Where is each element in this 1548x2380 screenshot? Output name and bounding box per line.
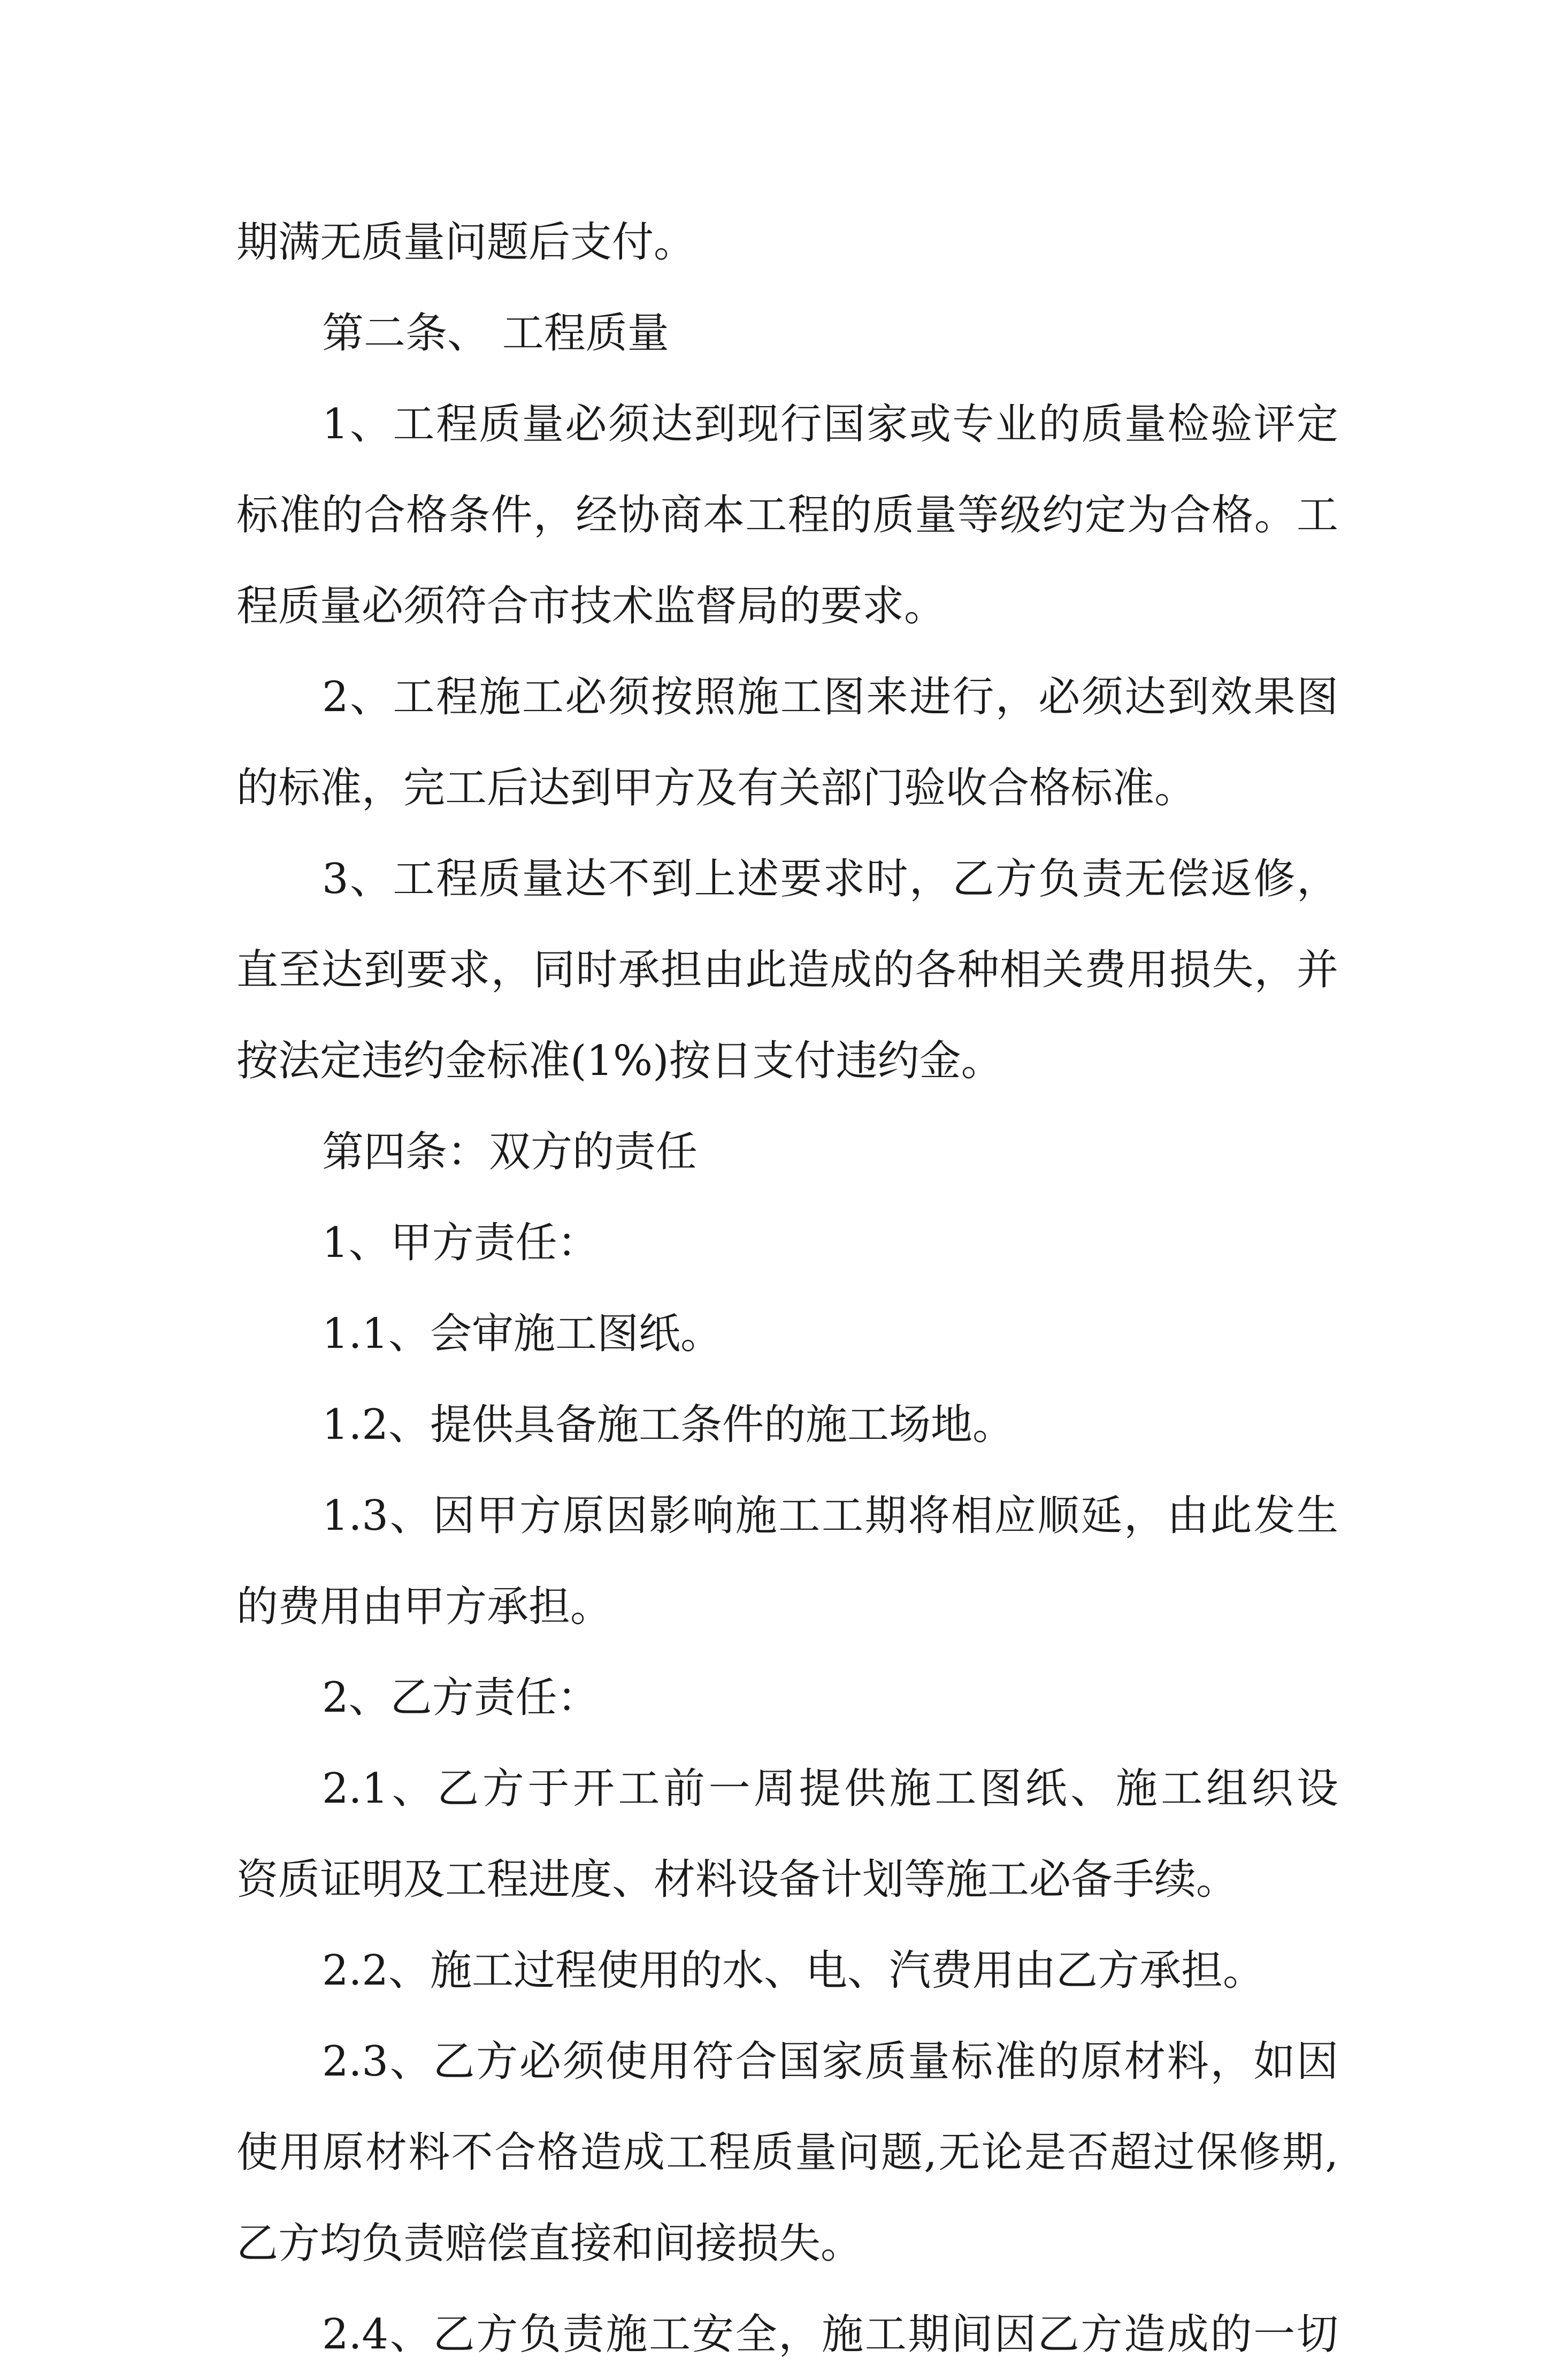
text-line-19: 资质证明及工程进度、材料设备计划等施工必备手续。 <box>236 1856 1238 1904</box>
text-line-20: 2.2、施工过程使用的水、电、汽费用由乙方承担。 <box>322 1947 1265 1995</box>
text-line-9: 直至达到要求，同时承担由此造成的各种相关费用损失，并 <box>236 946 1338 994</box>
text-line-22: 使用原材料不合格造成工程质量问题,无论是否超过保修期, <box>236 2129 1338 2177</box>
text-line-17: 2、乙方责任： <box>322 1674 599 1722</box>
document-body <box>236 197 1338 2380</box>
text-line-10: 按法定违约金标准(1%)按日支付违约金。 <box>236 1037 1003 1085</box>
text-line-15: 1.3、因甲方原因影响施工工期将相应顺延，由此发生 <box>322 1492 1338 1540</box>
text-line-3: 1、工程质量必须达到现行国家或专业的质量检验评定 <box>322 400 1338 448</box>
text-line-14: 1.2、提供具备施工条件的施工场地。 <box>322 1401 1015 1449</box>
text-line-1: 期满无质量问题后支付。 <box>236 218 696 266</box>
section-heading-2: 第二条、 工程质量 <box>322 309 669 357</box>
text-line-12: 1、甲方责任： <box>322 1219 599 1267</box>
text-line-4: 标准的合格条件，经协商本工程的质量等级约定为合格。工 <box>236 491 1338 539</box>
text-line-23: 乙方均负责赔偿直接和间接损失。 <box>236 2219 863 2268</box>
text-line-18: 2.1、乙方于开工前一周提供施工图纸、施工组织设 <box>322 1765 1338 1813</box>
text-line-8: 3、工程质量达不到上述要求时，乙方负责无偿返修， <box>322 855 1338 903</box>
text-line-6: 2、工程施工必须按照施工图来进行，必须达到效果图 <box>322 673 1338 721</box>
text-line-5: 程质量必须符合市技术监督局的要求。 <box>236 582 946 630</box>
text-line-21: 2.3、乙方必须使用符合国家质量标准的原材料，如因 <box>322 2038 1338 2086</box>
section-heading-4: 第四条：双方的责任 <box>322 1128 698 1176</box>
text-line-13: 1.1、会审施工图纸。 <box>322 1310 723 1358</box>
text-line-16: 的费用由甲方承担。 <box>236 1583 612 1631</box>
text-line-24: 2.4、乙方负责施工安全，施工期间因乙方造成的一切 <box>322 2310 1338 2359</box>
text-line-7: 的标准，完工后达到甲方及有关部门验收合格标准。 <box>236 764 1197 812</box>
